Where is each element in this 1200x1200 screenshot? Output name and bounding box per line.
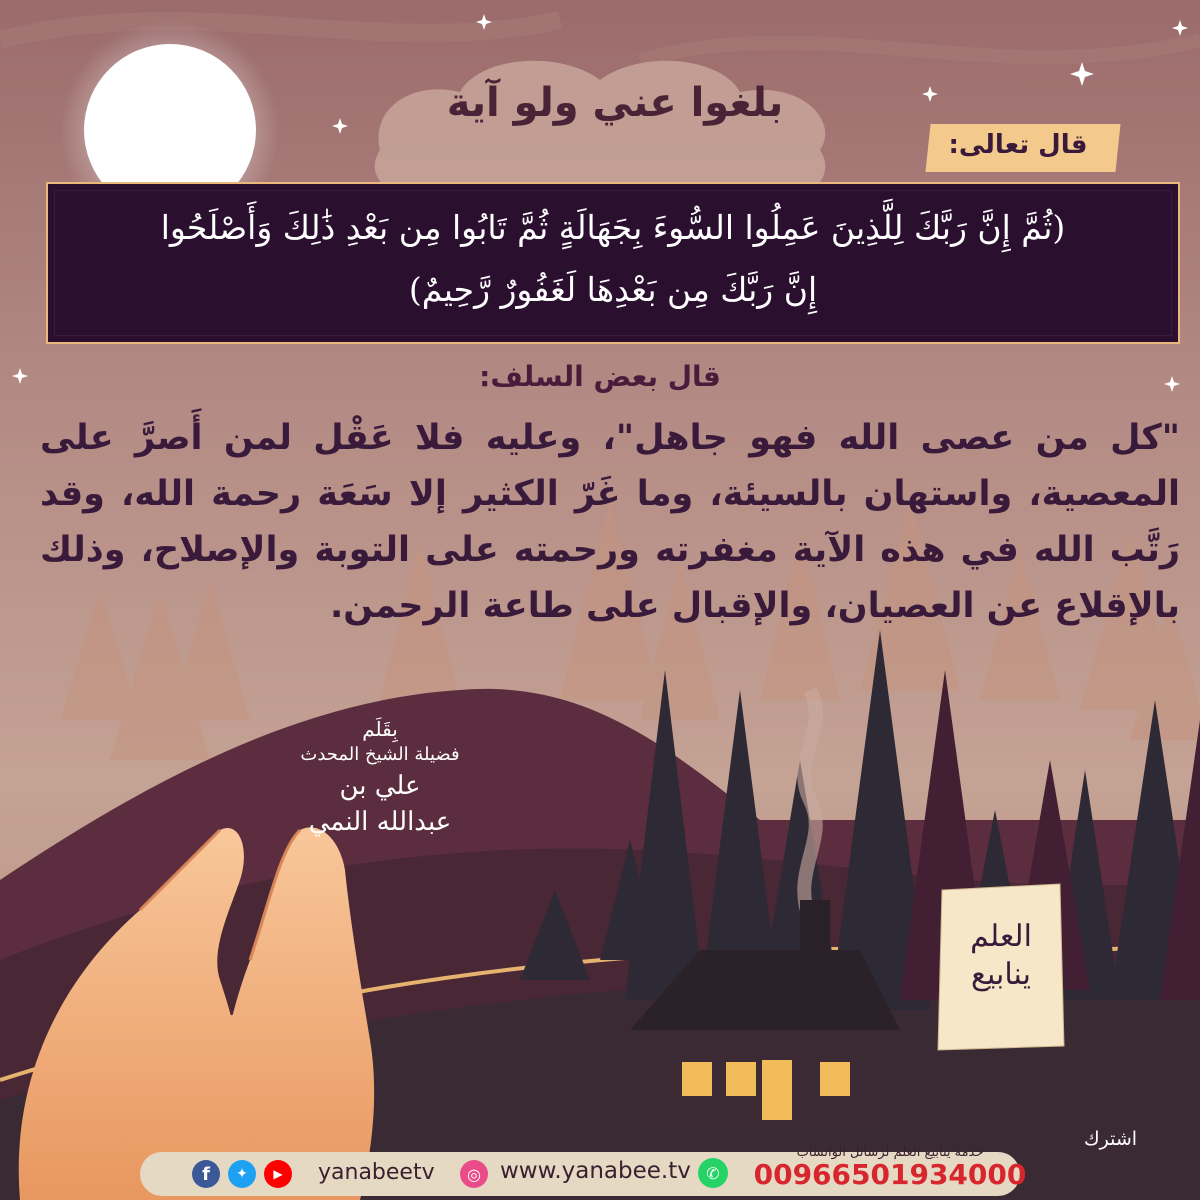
twitter-icon[interactable]: ✦ [228,1160,256,1188]
quran-label: قال تعالى: [948,130,1088,160]
author-title: فضيلة الشيخ المحدث [300,744,460,765]
author-name: علي بن عبدالله النمي [308,771,452,837]
logo [936,918,1066,994]
facebook-icon[interactable]: f [192,1160,220,1188]
website-link[interactable]: www.yanabee.tv [500,1158,691,1184]
globe-icon[interactable]: ◎ [460,1160,488,1188]
phone-number[interactable]: 00966501934000 [753,1158,1027,1191]
author-prefix: بِقَلَم [362,717,398,741]
social-handle[interactable]: yanabeetv [318,1160,435,1185]
subscribe-label[interactable]: اشترك [1084,1128,1138,1150]
verse-line-1: (ثُمَّ إِنَّ رَبَّكَ لِلَّذِينَ عَمِلُوا السُّوءَ بِجَهَالَةٍ ثُمَّ تَابُوا مِن بَعْدِ ذَٰلِكَ وَأَصْلَحُوا [160,208,1066,247]
commentary-label: قال بعض السلف: [479,360,721,393]
whatsapp-service-label: خدمة ينابيع العلم لرسائل الواتساب [796,1145,984,1160]
page-title: بلغوا عني ولو آية [446,80,784,126]
commentary-text: "كل من عصى الله فهو جاهل"، وعليه فلا عَقْل لمن أَصرَّ على المعصية، واستهان بالسيئة، وما غَرّ الكثير إلا سَعَة رحمة الله، وقد رَتَّب الله في هذه الآية مغفرته ورحمته على التوبة والإصلاح، وذلك بالإقلاع عن العصيان، والإقبال على طاعة الرحمن. [40,418,1180,626]
whatsapp-icon[interactable]: ✆ [698,1158,728,1188]
verse-line-2: إِنَّ رَبَّكَ مِن بَعْدِهَا لَغَفُورٌ رَّحِيمٌ) [408,270,818,309]
logo-line-1: العلم [970,919,1032,954]
logo-line-2: ينابيع [971,957,1031,992]
youtube-icon[interactable]: ▶ [264,1160,292,1188]
verse-box [46,182,1180,344]
author-signature [300,716,460,840]
